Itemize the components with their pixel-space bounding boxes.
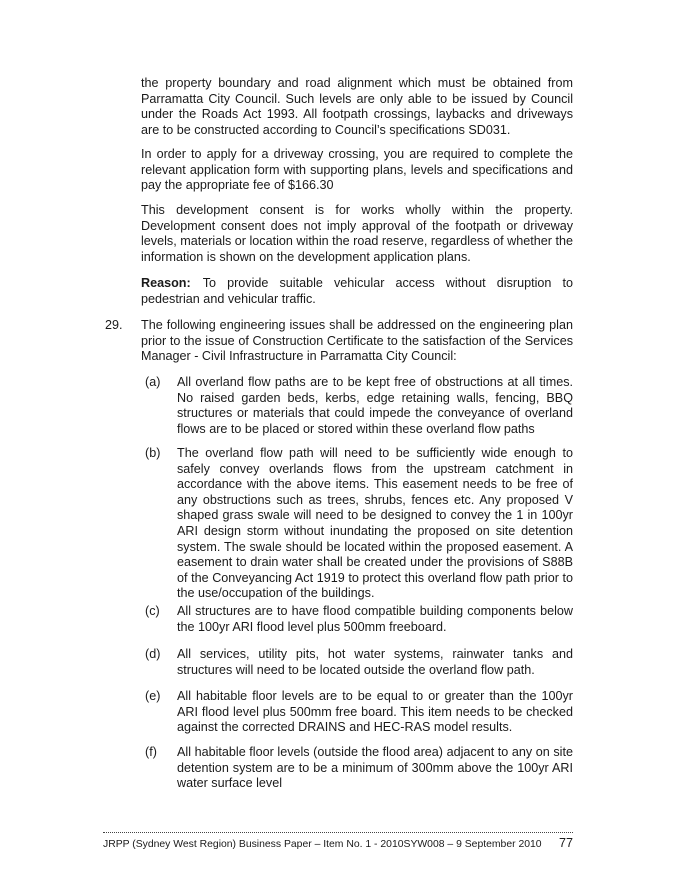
item-text-e: All habitable floor levels are to be equal to or greater than the 100yr ARI flood level plus 500mm free board. This item needs to be checked against the corrected DRAINS and HEC-RAS model results. [177, 689, 573, 735]
item-text-c: All structures are to have flood compatible building components below the 100yr ARI flood level plus 500mm freeboard. [177, 604, 573, 634]
item-text-f: All habitable floor levels (outside the flood area) adjacent to any on site detention system are to be a minimum of 300mm above the 100yr ARI water surface level [177, 745, 573, 791]
paragraph-footpath-levels: the property boundary and road alignment which must be obtained from Parramatta City Council. Such levels are only able to be issued by Council under the Roads Act 1993. All footpath crossings, laybacks and driveways are to be constructed according to Council’s specifications SD031. [141, 76, 573, 137]
condition-number: 29. [105, 318, 123, 332]
condition-intro: The following engineering issues shall be addressed on the engineering plan prior to the issue of Construction Certificate to the satisfaction of the Services Manager - Civil Infrastructure in Parramatta City Council: [141, 318, 573, 364]
page-number: 77 [558, 836, 573, 850]
paragraph-driveway-application: In order to apply for a driveway crossing, you are required to complete the relevant application form with supporting plans, levels and specifications and pay the appropriate fee of $166.30 [141, 147, 573, 193]
footer-divider [103, 832, 573, 833]
reason-paragraph [141, 276, 573, 307]
footer-text: JRPP (Sydney West Region) Business Paper – Item No. 1 - 2010SYW008 – 9 September 2010 [103, 839, 542, 850]
item-label-c: (c) [145, 604, 160, 618]
item-label-b: (b) [145, 446, 161, 460]
reason-text: To provide suitable vehicular access without disruption to pedestrian and vehicular traffic. [141, 276, 573, 306]
item-text-b: The overland flow path will need to be sufficiently wide enough to safely convey overlands flows from the upstream catchment in accordance with the above items. This easement needs to be free of any obstructions such as trees, shrubs, fences etc. Any proposed V shaped grass swale will need to be designed to convey the 1 in 100yr ARI design storm without inundating the proposed on site detention system. The swale should be located within the proposed easement. A easement to drain water shall be created under the provisions of S88B of the Conveyancing Act 1919 to protect this overland flow path prior to the use/occupation of the buildings. [177, 446, 573, 601]
item-text-d: All services, utility pits, hot water systems, rainwater tanks and structures will need to be located outside the overland flow path. [177, 647, 573, 677]
item-text-a: All overland flow paths are to be kept free of obstructions at all times. No raised garden beds, kerbs, edge retaining walls, fencing, BBQ structures or materials that could impede the conveyance of overland flows are to be placed or stored within these overland flow paths [177, 375, 573, 436]
paragraph-consent-scope: This development consent is for works wholly within the property. Development consent does not imply approval of the footpath or driveway levels, materials or location within the road reserve, regardless of whether the information is shown on the development application plans. [141, 203, 573, 264]
item-label-f: (f) [145, 745, 157, 759]
item-label-a: (a) [145, 375, 161, 389]
item-label-d: (d) [145, 647, 161, 661]
item-label-e: (e) [145, 689, 161, 703]
reason-label: Reason: [141, 276, 191, 290]
